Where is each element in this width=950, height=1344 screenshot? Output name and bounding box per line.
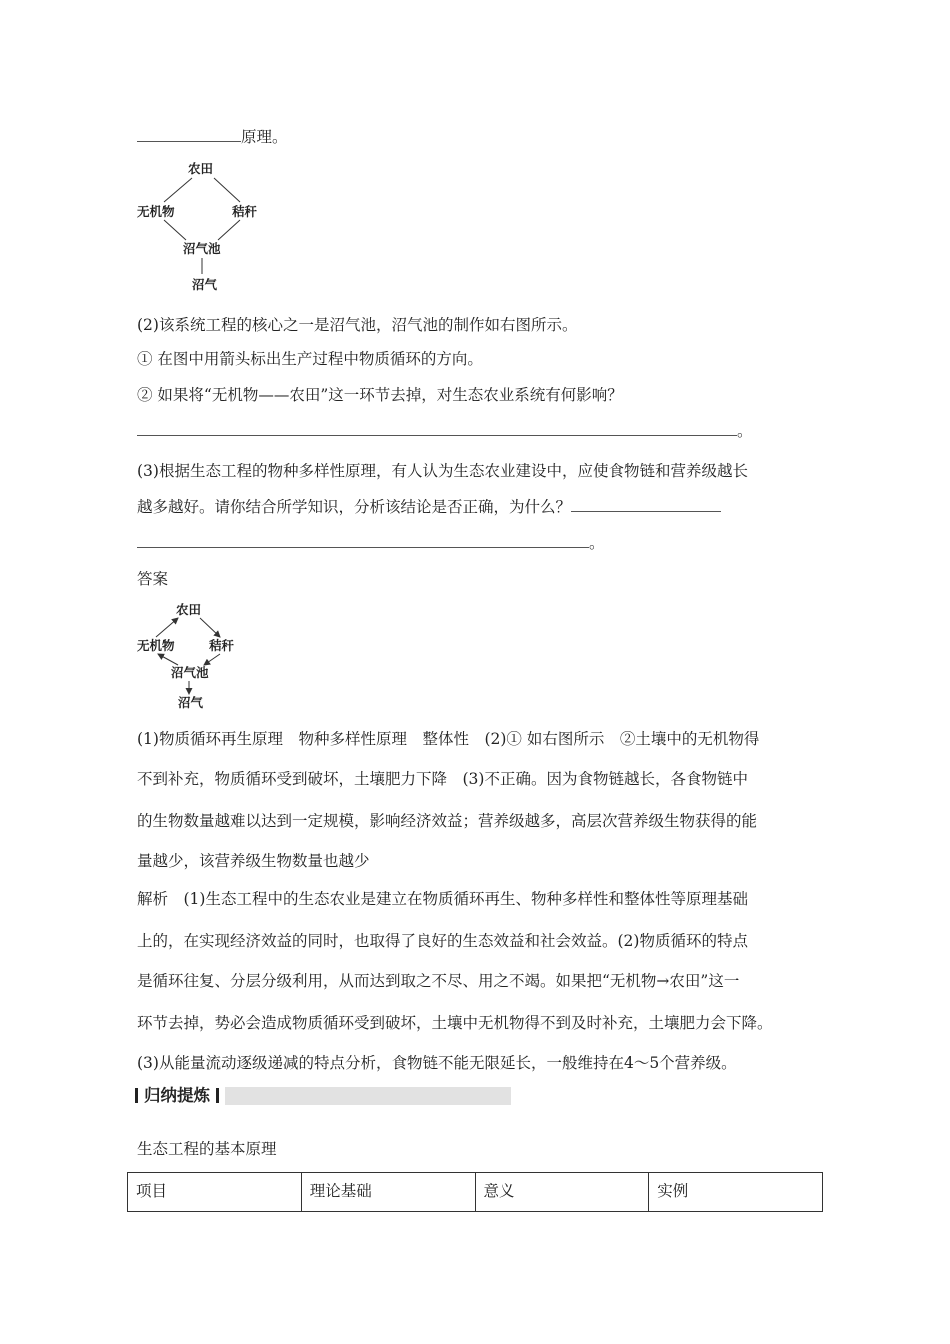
header-meaning: 意义 — [475, 1173, 649, 1212]
section-title-text: 归纳提炼 — [144, 1086, 210, 1105]
q1-tail-text: 原理。 — [241, 128, 288, 146]
node-farmland: 农田 — [176, 602, 202, 617]
answer-blank — [137, 533, 589, 548]
answer-blank — [137, 421, 737, 436]
analysis-line-4: 环节去掉，势必会造成物质循环受到破坏，土壤中无机物得不到及时补充，土壤肥力会下降。 — [137, 1014, 773, 1032]
bar-mark-left — [135, 1088, 138, 1103]
node-farmland: 农田 — [188, 161, 214, 176]
arrow-straw-to-digester — [204, 654, 220, 665]
answer-blank — [571, 497, 721, 512]
q2-answer-line — [137, 420, 753, 442]
q2-item-2: ② 如果将“无机物——农田”这一环节去掉，对生态农业系统有何影响？ — [137, 386, 623, 404]
q3-line-1: (3)根据生态工程的物种多样性原理，有人认为生态农业建设中，应使食物链和营养级越长 — [137, 462, 748, 480]
answer-blank — [137, 127, 241, 142]
answer-line-3: 的生物数量越难以达到一定规模，影响经济效益；营养级越多，高层次营养级生物获得的能 — [137, 812, 758, 830]
summary-intro: 生态工程的基本原理 — [137, 1140, 277, 1158]
answer-line-1: (1)物质循环再生原理 物种多样性原理 整体性 (2)① 如右图所示 ②土壤中的无机物得 — [137, 730, 760, 748]
answer-label: 答案 — [137, 570, 169, 588]
bar-mark-right — [216, 1088, 219, 1103]
edge-farmland-inorganic — [164, 178, 192, 202]
answer-line-4: 量越少，该营养级生物数量也越少 — [137, 852, 370, 870]
principles-table — [127, 1172, 823, 1212]
node-straw: 秸秆 — [232, 204, 258, 219]
node-biogas: 沼气 — [192, 277, 218, 292]
q2-item-1: ① 在图中用箭头标出生产过程中物质循环的方向。 — [137, 350, 483, 368]
q3-answer-line — [137, 532, 605, 554]
table-header-row — [128, 1173, 823, 1212]
section-title — [135, 1085, 225, 1107]
q3-line-2-text: 越多越好。请你结合所学知识，分析该结论是否正确，为什么？ — [137, 498, 572, 516]
node-inorganic: 无机物 — [137, 204, 175, 219]
node-digester: 沼气池 — [183, 241, 221, 256]
analysis-line-1: 解析 (1)生态工程中的生态农业是建立在物质循环再生、物种多样性和整体性等原理基础 — [137, 890, 748, 908]
answer-line-2: 不到补充，物质循环受到破坏，土壤肥力下降 (3)不正确。因为食物链越长，各食物链中 — [137, 770, 748, 788]
cycle-diagram-answer — [134, 600, 244, 712]
edge-farmland-straw — [214, 178, 240, 202]
edge-inorganic-digester — [164, 220, 186, 240]
arrow-digester-to-inorganic — [158, 654, 178, 665]
node-straw: 秸秆 — [209, 638, 235, 653]
analysis-line-2: 上的，在实现经济效益的同时，也取得了良好的生态效益和社会效益。(2)物质循环的特点 — [137, 932, 748, 950]
header-item: 项目 — [128, 1173, 302, 1212]
header-theory: 理论基础 — [301, 1173, 475, 1212]
analysis-line-5: (3)从能量流动逐级递减的特点分析，食物链不能无限延长，一般维持在4～5个营养级。 — [137, 1054, 737, 1072]
q3-line-2 — [137, 496, 721, 518]
analysis-line-3: 是循环往复、分层分级利用，从而达到取之不尽、用之不竭。如果把“无机物→农田”这一 — [137, 972, 740, 990]
arrow-inorganic-to-farmland — [156, 618, 178, 637]
q2-intro: (2)该系统工程的核心之一是沼气池，沼气池的制作如右图所示。 — [137, 316, 578, 334]
header-example: 实例 — [649, 1173, 823, 1212]
q1-tail-line — [137, 126, 288, 148]
node-inorganic: 无机物 — [137, 638, 175, 653]
period: 。 — [737, 422, 753, 440]
node-digester: 沼气池 — [171, 665, 209, 680]
period: 。 — [589, 534, 605, 552]
edge-straw-digester — [218, 220, 240, 240]
node-biogas: 沼气 — [178, 695, 204, 710]
arrow-farmland-to-straw — [200, 618, 220, 637]
cycle-diagram-question — [134, 158, 264, 293]
